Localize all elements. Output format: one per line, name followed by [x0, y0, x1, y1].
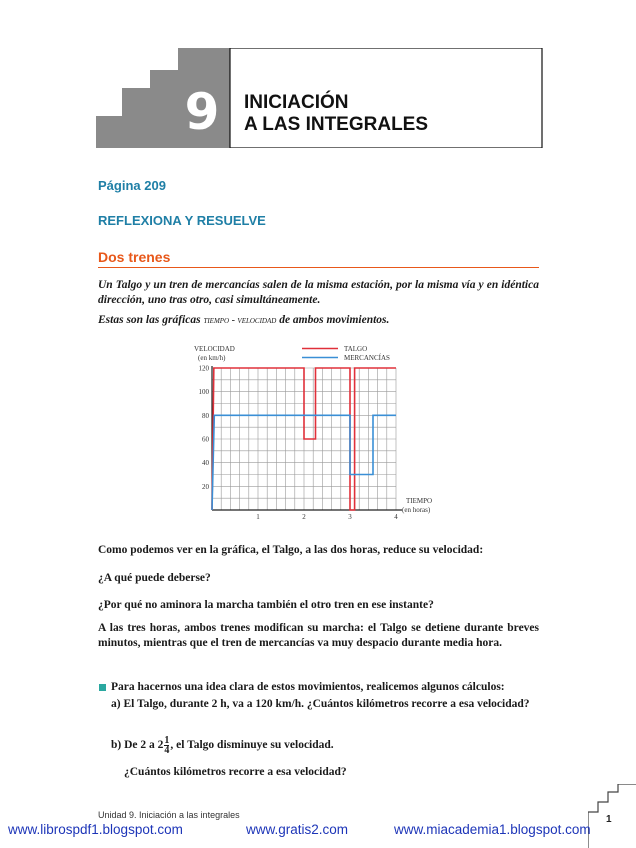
y-tick-label: 100: [198, 388, 209, 397]
y-tick-label: 80: [202, 411, 209, 420]
x-tick-label: 4: [394, 513, 398, 521]
bullet-square: [99, 684, 106, 691]
intro-chart-c: de ambos movimientos.: [276, 314, 390, 326]
link-librospdf1[interactable]: www.librospdf1.blogspot.com: [8, 822, 183, 837]
paragraph-talgo-reduces: Como podemos ver en la gráfica, el Talgo, a las dos horas, reduce su velocidad:: [98, 544, 484, 556]
x-axis-unit: (en horas): [402, 506, 431, 514]
paragraph-three-hours: A las tres horas, ambos trenes modifican su marcha: el Talgo se detiene durante breves minutos, mientras que el tren de mercancías va muy despacio durante media hora.: [98, 622, 539, 649]
question-other-train: ¿Por qué no aminora la marcha también el otro tren en ese instante?: [98, 599, 434, 611]
y-tick-label: 20: [202, 482, 209, 491]
x-tick-label: 1: [256, 513, 260, 521]
footer-unit: Unidad 9. Iniciación a las integrales: [98, 810, 240, 820]
intro-chart-a: Estas son las gráficas: [98, 314, 204, 326]
section-heading: REFLEXIONA Y RESUELVE: [98, 213, 266, 228]
page-corner-stairs: [588, 784, 636, 848]
legend-label-mercancias: MERCANCÍAS: [344, 354, 390, 362]
item-b-post: , el Talgo disminuye su velocidad.: [170, 739, 334, 752]
y-tick-label: 60: [202, 435, 209, 444]
x-tick-label: 3: [348, 513, 352, 521]
intro-paragraph: Un Talgo y un tren de mercancías salen de la misma estación, por la misma vía y en idéntica dirección, uno tras otro, casi simultáneamente.: [98, 279, 539, 306]
x-tick-label: 2: [302, 513, 306, 521]
chapter-number: 9: [184, 83, 220, 141]
page-number: 1: [606, 814, 612, 825]
intro-chart-sentence: [98, 313, 539, 328]
page-label: Página 209: [98, 178, 166, 193]
item-b-pre: b) De 2 a 2: [111, 739, 164, 752]
chapter-title-line1: INICIACIÓN: [244, 92, 349, 113]
fraction-numerator: 1: [164, 735, 170, 746]
intro-chart-b: tiempo - velocidad: [203, 315, 277, 326]
item-a: a) El Talgo, durante 2 h, va a 120 km/h. ¿Cuántos kilómetros recorre a esa velocidad?: [111, 698, 530, 710]
y-axis-unit: (en km/h): [198, 354, 226, 362]
item-b: [111, 736, 334, 755]
chapter-title: [244, 92, 428, 136]
item-b-question: ¿Cuántos kilómetros recorre a esa velocidad?: [124, 766, 347, 778]
fraction-denominator: 4: [164, 745, 170, 756]
y-tick-label: 40: [202, 459, 209, 468]
x-axis-label: TIEMPO: [406, 497, 433, 505]
time-speed-chart: [190, 338, 450, 528]
heading-rule: [98, 267, 539, 268]
bullet-calculations: Para hacernos una idea clara de estos movimientos, realicemos algunos cálculos:: [111, 681, 505, 693]
y-tick-label: 120: [198, 364, 209, 373]
link-gratis2[interactable]: www.gratis2.com: [246, 822, 349, 837]
question-why: ¿A qué puede deberse?: [98, 572, 211, 584]
legend-label-talgo: TALGO: [344, 345, 368, 353]
subsection-heading: Dos trenes: [98, 249, 171, 265]
chapter-title-line2: A LAS INTEGRALES: [244, 114, 429, 135]
fraction-one-quarter: [164, 736, 169, 755]
y-axis-label: VELOCIDAD: [194, 345, 235, 353]
link-miacademia1[interactable]: www.miacademia1.blogspot.com: [394, 822, 591, 837]
